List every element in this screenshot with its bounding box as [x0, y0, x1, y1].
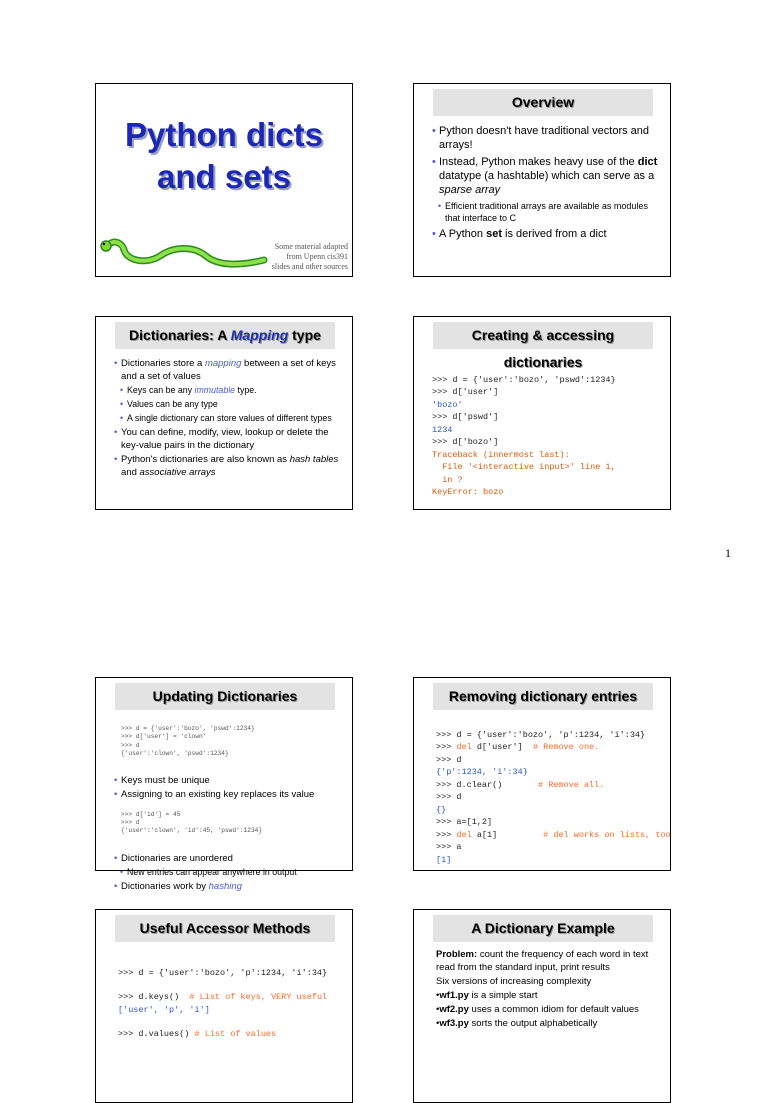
- slide-title: [95, 83, 353, 277]
- problem-text: Problem: count the frequency of each word in text read from the standard input, print results: [436, 949, 649, 973]
- sub-bullet: • New entries can appear anywhere in output: [120, 866, 344, 879]
- slide-heading: Dictionaries: A Mapping type: [115, 322, 335, 349]
- slide-overview: [413, 83, 671, 277]
- slide-heading: Overview: [433, 89, 653, 116]
- credit-line-3: slides and other sources: [271, 262, 348, 271]
- credit-line-1: Some material adapted: [274, 242, 348, 251]
- page-number: 1: [725, 546, 731, 560]
- title-line-2: and sets: [157, 158, 291, 195]
- slide-body: [114, 717, 344, 894]
- bullet: • Python's dictionaries are also known as hash tables and associative arrays: [114, 453, 344, 479]
- bullet: • Dictionaries work by hashing: [114, 880, 344, 893]
- sub-bullet: • Keys can be any immutable type.: [120, 384, 344, 397]
- title-line-1: Python dicts: [124, 116, 324, 153]
- slide-creating-accessing: [413, 316, 671, 510]
- sub-bullet: • A single dictionary can store values of different types: [120, 412, 344, 425]
- slide-credit: [272, 242, 348, 272]
- list-item: •wf3.py sorts the output alphabetically: [436, 1018, 598, 1029]
- bullet: • A Python set is derived from a dict: [432, 227, 662, 241]
- slide-body: [436, 948, 662, 1030]
- slide-removing-entries: [413, 677, 671, 871]
- bullet: • Dictionaries are unordered: [114, 852, 344, 865]
- bullet: • Python doesn't have traditional vectors and arrays!: [432, 124, 662, 152]
- code-block: >>> d = {'user':'bozo', 'p':1234, 'i':34} >>> d.keys() # List of keys, VERY useful ['user', 'p', 'i'] >>> d.values() # List of values: [118, 967, 328, 1039]
- bullet: • Assigning to an existing key replaces its value: [114, 788, 344, 801]
- slide-body: [432, 124, 662, 242]
- sub-bullet: • Efficient traditional arrays are available as modules that interface to C: [438, 200, 662, 224]
- slide-heading: Removing dictionary entries: [433, 683, 653, 710]
- code-block: >>> d['id'] = 45 >>> d {'user':'clown', 'id':45, 'pswd':1234}: [121, 810, 263, 835]
- slide-heading: A Dictionary Example: [433, 915, 653, 942]
- bullet: • Instead, Python makes heavy use of the dict datatype (a hashtable) which can serve as a sparse array: [432, 155, 662, 197]
- list-item: •wf2.py uses a common idiom for default values: [436, 1004, 639, 1015]
- code-block: >>> d = {'user':'bozo', 'pswd':1234} >>> d['user'] 'bozo' >>> d['pswd'] 1234 >>> d['bozo'] Traceback (innermost last): File '<interactive input>' line 1, in ? KeyError: bozo: [432, 374, 616, 497]
- slide-heading: Useful Accessor Methods: [115, 915, 335, 942]
- versions-text: Six versions of increasing complexity: [436, 976, 592, 987]
- slide-accessor-methods: [95, 909, 353, 1103]
- code-block: >>> d = {'user':'bozo', 'p':1234, 'i':34} >>> del d['user'] # Remove one. >>> d {'p':1234, 'i':34} >>> d.clear() # Remove all. >>> d {} >>> a=[1,2] >>> del a[1] # del works on lists, too >>> a [1]: [436, 729, 671, 865]
- bullet: • Keys must be unique: [114, 774, 344, 787]
- slide-updating-dictionaries: [95, 677, 353, 892]
- list-item: •wf1.py is a simple start: [436, 990, 538, 1001]
- slide-body: [114, 357, 344, 480]
- slide-title-heading: [96, 114, 352, 198]
- slide-heading: Updating Dictionaries: [115, 683, 335, 710]
- slide-dictionaries-mapping: [95, 316, 353, 510]
- slide-heading: Creating & accessing dictionaries: [433, 322, 653, 349]
- credit-line-2: from Upenn cis391: [286, 252, 348, 261]
- slide-dictionary-example: [413, 909, 671, 1103]
- bullet: • You can define, modify, view, lookup or delete the key-value pairs in the dictionary: [114, 426, 344, 452]
- code-block: >>> d = {'user':'bozo', 'pswd':1234} >>> d['user'] = 'clown' >>> d {'user':'clown', 'pswd':1234}: [121, 725, 255, 757]
- bullet: • Dictionaries store a mapping between a set of keys and a set of values: [114, 357, 344, 383]
- python-snake-illustration: [98, 234, 268, 274]
- sub-bullet: • Values can be any type: [120, 398, 344, 411]
